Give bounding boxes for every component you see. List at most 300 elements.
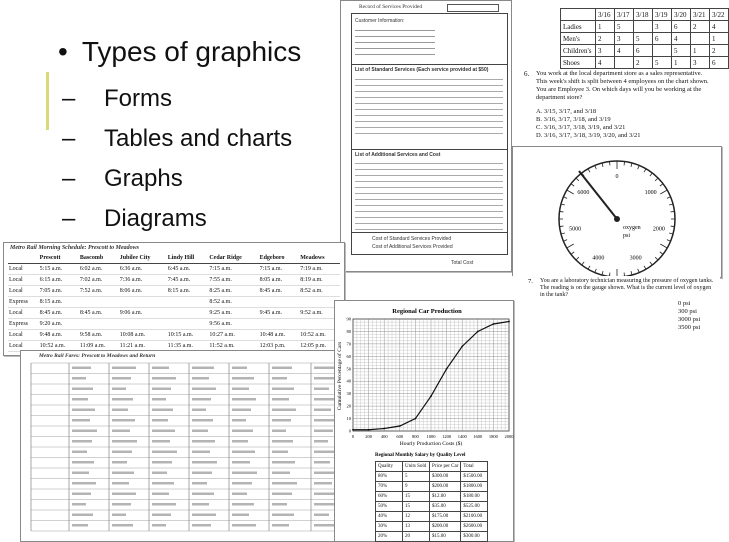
- schedule-cell: 8:52 a.m.: [208, 297, 258, 308]
- chart-y-tick-label: 80: [346, 328, 351, 334]
- fares-cell-print: [72, 409, 95, 412]
- bullet-item-graphs: – Graphs: [62, 165, 183, 192]
- schedule-cell: Express: [8, 297, 39, 308]
- fares-cell-print: [72, 503, 86, 506]
- schedule-cell: 7:15 a.m.: [259, 264, 300, 275]
- calendar-cell: 6: [634, 45, 653, 57]
- chart-x-tick-label: 1000: [426, 434, 436, 439]
- wages-cell: $525.00: [461, 502, 488, 512]
- form-divider: [352, 232, 507, 233]
- schedule-cell: 7:05 a.m.: [39, 286, 79, 297]
- schedule-cell: 6:45 a.m.: [167, 264, 209, 275]
- chart-y-label: Cumulative Percentage of Cars: [337, 341, 343, 411]
- q7-option[interactable]: 3500 psi: [678, 324, 701, 331]
- calendar-cell: 2: [634, 57, 653, 69]
- schedule-cell: 9:56 a.m.: [208, 319, 258, 330]
- fares-cell-print: [112, 503, 131, 506]
- calendar-option-d[interactable]: D. 3/16, 3/17, 3/18, 3/19, 3/20, and 3/21: [536, 132, 641, 139]
- schedule-cell: 8:45 a.m.: [39, 308, 79, 319]
- calendar-row: [561, 45, 729, 57]
- fares-cell-print: [272, 388, 294, 391]
- fares-cell-print: [112, 430, 130, 433]
- fares-cell-print: [272, 377, 287, 380]
- calendar-header-cell: 3/19: [653, 9, 672, 21]
- schedule-header-row: [8, 253, 340, 264]
- fares-document: [20, 350, 350, 542]
- fares-cell-print: [272, 398, 289, 401]
- fares-cell-print: [152, 514, 171, 517]
- schedule-cell: 6:02 a.m.: [79, 264, 119, 275]
- gauge-tick-label: 5000: [569, 226, 582, 233]
- schedule-cell: 6:15 a.m.: [39, 275, 79, 286]
- schedule-title: Metro Rail Morning Schedule: Prescott to Meadows: [10, 245, 140, 251]
- fares-cell-print: [314, 461, 330, 464]
- wages-header-cell: Total: [461, 462, 488, 472]
- chart-y-tick-label: 40: [346, 378, 351, 384]
- calendar-cell: 5: [672, 45, 691, 57]
- chart-y-tick-label: 20: [346, 403, 351, 409]
- fares-cell-print: [232, 409, 251, 412]
- fares-cell-print: [232, 388, 249, 391]
- fares-cell-print: [272, 493, 292, 496]
- wages-cell: 12: [403, 512, 430, 522]
- chart-x-tick-label: 1400: [457, 434, 467, 439]
- wages-cell: $1800.00: [461, 482, 488, 492]
- calendar-option-c[interactable]: C. 3/16, 3/17, 3/18, 3/19, and 3/21: [536, 124, 626, 131]
- fares-cell-print: [192, 398, 211, 401]
- chart-title: Regional Car Production: [392, 308, 462, 315]
- schedule-cell: 8:15 a.m.: [39, 297, 79, 308]
- wages-header-cell: Units Sold: [403, 462, 430, 472]
- wages-cell: $15.00: [430, 532, 461, 542]
- fares-cell-print: [314, 409, 331, 412]
- gauge-tick-label: 0: [615, 174, 619, 180]
- calendar-header-cell: 3/20: [672, 9, 691, 21]
- schedule-header-cell: [8, 253, 39, 264]
- q7-option[interactable]: 300 psi: [678, 308, 697, 315]
- wages-row: [376, 492, 488, 502]
- calendar-header-cell: 3/22: [710, 9, 729, 21]
- calendar-cell: 1: [596, 21, 615, 33]
- wages-cell: $1500.00: [461, 472, 488, 482]
- schedule-cell: 9:52 a.m.: [299, 308, 340, 319]
- wages-cell: $180.00: [461, 492, 488, 502]
- gauge-hub: [614, 216, 620, 222]
- schedule-row: [8, 264, 340, 275]
- calendar-cell: Men's: [561, 33, 596, 45]
- schedule-cell: 8:06 a.m.: [119, 286, 167, 297]
- calendar-cell: [691, 33, 710, 45]
- calendar-cell: 1: [691, 45, 710, 57]
- chart-point: [493, 323, 495, 325]
- chart-y-tick-label: 30: [346, 391, 351, 397]
- fares-cell-print: [192, 409, 206, 412]
- schedule-cell: 7:45 a.m.: [167, 275, 209, 286]
- schedule-cell: Local: [8, 308, 39, 319]
- schedule-cell: [119, 319, 167, 330]
- chart-x-label: Hourly Production Costs ($): [399, 441, 463, 447]
- form-additional-lines: [355, 158, 503, 228]
- schedule-table: [8, 253, 340, 352]
- calendar-cell: 4: [710, 21, 729, 33]
- schedule-row: [8, 297, 340, 308]
- bullet-dot: •: [58, 36, 68, 67]
- slide-title: [58, 36, 301, 68]
- calendar-header-cell: [561, 9, 596, 21]
- calendar-cell: 3: [691, 57, 710, 69]
- schedule-cell: 9:58 a.m.: [79, 330, 119, 341]
- schedule-cell: 8:19 a.m.: [299, 275, 340, 286]
- wages-title: Regional Monthly Salary by Quality Level: [375, 453, 466, 458]
- calendar-cell: Ladies: [561, 21, 596, 33]
- wages-row: [376, 532, 488, 542]
- schedule-cell: 6:36 a.m.: [119, 264, 167, 275]
- chart-point: [368, 429, 370, 431]
- schedule-header-cell: Jubilee City: [119, 253, 167, 264]
- fares-cell-print: [232, 398, 256, 401]
- fares-cell-print: [232, 514, 249, 517]
- fares-cell-print: [314, 514, 329, 517]
- schedule-header-cell: Prescott: [39, 253, 79, 264]
- fares-cell-print: [232, 367, 247, 370]
- chart-y-tick-label: 60: [346, 353, 351, 359]
- fares-cell-print: [272, 451, 288, 454]
- fares-cell-print: [72, 419, 90, 422]
- fares-cell-print: [314, 524, 336, 527]
- schedule-cell: [259, 297, 300, 308]
- fares-cell-print: [314, 440, 328, 443]
- schedule-cell: 12:03 p.m.: [259, 341, 300, 352]
- chart-x-tick-label: 0: [351, 434, 355, 439]
- gauge-tick: [671, 211, 675, 212]
- schedule-cell: 10:27 a.m.: [208, 330, 258, 341]
- fares-cell-print: [152, 430, 175, 433]
- chart-point: [508, 321, 510, 323]
- schedule-header-cell: Meadows: [299, 253, 340, 264]
- wages-cell: 13: [403, 522, 430, 532]
- wages-row: [376, 502, 488, 512]
- schedule-cell: 10:52 a.m.: [39, 341, 79, 352]
- q7-option[interactable]: 3000 psi: [678, 316, 701, 323]
- schedule-cell: 9:45 a.m.: [259, 308, 300, 319]
- wages-cell: 40%: [376, 512, 403, 522]
- gauge-tick: [624, 161, 625, 165]
- schedule-cell: [167, 319, 209, 330]
- chart-point: [430, 395, 432, 397]
- schedule-cell: 7:55 a.m.: [208, 275, 258, 286]
- calendar-row: [561, 33, 729, 45]
- fares-cell-print: [72, 524, 88, 527]
- chart-point: [415, 418, 417, 420]
- calendar-cell: 5: [615, 21, 634, 33]
- schedule-cell: [167, 297, 209, 308]
- form-number-box: [447, 4, 499, 12]
- fares-cell-print: [232, 524, 256, 527]
- fares-cell-print: [232, 430, 253, 433]
- fares-cell-print: [112, 440, 137, 443]
- calendar-cell: 2: [596, 33, 615, 45]
- schedule-cell: 10:15 a.m.: [167, 330, 209, 341]
- wages-cell: 70%: [376, 482, 403, 492]
- fares-cell-print: [232, 482, 252, 485]
- q7-document: [512, 276, 720, 356]
- schedule-cell: [119, 297, 167, 308]
- fares-cell-print: [232, 472, 257, 475]
- gauge-document: [512, 146, 722, 278]
- fares-cell-print: [272, 472, 290, 475]
- schedule-cell: Local: [8, 286, 39, 297]
- fares-cell-print: [72, 451, 87, 454]
- calendar-cell: 6: [653, 33, 672, 45]
- fares-cell-print: [72, 398, 88, 401]
- bullet-item-label: Diagrams: [104, 205, 207, 232]
- schedule-cell: Local: [8, 275, 39, 286]
- schedule-cell: Local: [8, 264, 39, 275]
- chart-x-tick-label: 1800: [488, 434, 498, 439]
- bullet-item-label: Tables and charts: [104, 125, 293, 152]
- schedule-header-cell: Cedar Ridge: [208, 253, 258, 264]
- schedule-row: [8, 308, 340, 319]
- fares-cell-print: [192, 461, 217, 464]
- schedule-cell: 9:48 a.m.: [39, 330, 79, 341]
- fares-cell-print: [152, 493, 169, 496]
- calendar-cell: 6: [672, 21, 691, 33]
- fares-cell-print: [112, 472, 134, 475]
- calendar-cell: 5: [653, 57, 672, 69]
- calendar-option-b[interactable]: B. 3/16, 3/17, 3/18, and 3/19: [536, 116, 611, 123]
- fares-cell-print: [232, 419, 246, 422]
- gauge-svg: [513, 147, 721, 277]
- chart-x-tick-label: 800: [412, 434, 419, 439]
- calendar-question-number: 6.: [524, 70, 530, 78]
- fares-cell-print: [152, 377, 176, 380]
- fares-cell-print: [112, 398, 133, 401]
- calendar-row: [561, 57, 729, 69]
- gauge-tick-label: 4000: [592, 255, 605, 262]
- fares-cell-print: [192, 430, 208, 433]
- gauge-tick-label: 1000: [644, 190, 657, 197]
- calendar-cell: [634, 21, 653, 33]
- fares-cell-print: [192, 472, 212, 475]
- chart-point: [383, 428, 385, 430]
- calendar-header-cell: 3/21: [691, 9, 710, 21]
- schedule-cell: 10:52 a.m.: [299, 330, 340, 341]
- schedule-cell: 11:09 a.m.: [79, 341, 119, 352]
- fares-cell-print: [192, 440, 215, 443]
- wages-cell: 60%: [376, 492, 403, 502]
- form-total-label: Total Cost: [451, 260, 474, 266]
- fares-cell-print: [192, 367, 214, 370]
- chart-point: [446, 368, 448, 370]
- schedule-cell: 8:52 a.m.: [299, 286, 340, 297]
- wages-cell: 5: [403, 472, 430, 482]
- calendar-option-a[interactable]: A. 3/15, 3/17, and 3/18: [536, 108, 597, 115]
- fares-cell-print: [232, 461, 250, 464]
- fares-cell-print: [112, 482, 129, 485]
- fares-cell-print: [232, 493, 247, 496]
- fares-cell-print: [272, 440, 293, 443]
- fares-cell-print: [192, 493, 214, 496]
- calendar-cell: 2: [691, 21, 710, 33]
- fares-cell-print: [192, 451, 210, 454]
- chart-x-tick-label: 600: [396, 434, 404, 439]
- schedule-document: [3, 242, 345, 356]
- fares-cell-print: [314, 482, 332, 485]
- accent-bar: [46, 72, 49, 130]
- calendar-cell: 4: [596, 57, 615, 69]
- fares-cell-print: [152, 440, 170, 443]
- calendar-options: [536, 108, 641, 140]
- fares-cell-print: [152, 409, 173, 412]
- calendar-cell: Children's: [561, 45, 596, 57]
- schedule-cell: 8:15 a.m.: [167, 286, 209, 297]
- form-customer-label: Customer Information:: [355, 18, 405, 24]
- chart-y-tick-label: 90: [346, 316, 351, 322]
- fares-cell-print: [314, 430, 333, 433]
- calendar-question: You work at the local department store as a sales representative. This week's shift is split between 4 employees on the chart shown. You are Employee 3. On which days will you be working at the department store?: [536, 70, 709, 101]
- wages-row: [376, 512, 488, 522]
- wages-cell: $300.00: [461, 532, 488, 542]
- chart-point: [461, 345, 463, 347]
- fares-cell-print: [192, 514, 216, 517]
- schedule-cell: Express: [8, 319, 39, 330]
- fares-grid: [31, 361, 341, 533]
- gauge-tick: [609, 161, 610, 165]
- fares-cell-print: [72, 472, 89, 475]
- chart-x-tick-label: 400: [380, 434, 388, 439]
- schedule-cell: 11:35 a.m.: [167, 341, 209, 352]
- calendar-cell: 4: [615, 45, 634, 57]
- q7-options: [678, 300, 700, 332]
- chart-y-tick-label: 0: [348, 428, 351, 434]
- wages-cell: 15: [403, 502, 430, 512]
- fares-cell-print: [152, 482, 174, 485]
- wages-cell: 50%: [376, 502, 403, 512]
- fares-cell-print: [192, 419, 213, 422]
- calendar-cell: 2: [710, 45, 729, 57]
- gauge-tick: [559, 226, 563, 227]
- chart-x-tick-label: 200: [365, 434, 372, 439]
- calendar-row: [561, 21, 729, 33]
- schedule-cell: 7:52 a.m.: [79, 286, 119, 297]
- wages-cell: $200.00: [430, 482, 461, 492]
- form-header: Record of Services Provided: [359, 4, 423, 10]
- schedule-cell: 8:45 a.m.: [259, 286, 300, 297]
- chart-y-tick-label: 10: [346, 416, 351, 422]
- fares-cell-print: [272, 419, 291, 422]
- schedule-cell: 7:15 a.m.: [208, 264, 258, 275]
- schedule-cell: 10:08 a.m.: [119, 330, 167, 341]
- wages-cell: $2100.00: [461, 512, 488, 522]
- fares-cell-print: [314, 388, 329, 391]
- fares-cell-print: [72, 367, 91, 370]
- calendar-table: [560, 8, 729, 69]
- schedule-cell: 9:06 a.m.: [119, 308, 167, 319]
- wages-row: [376, 482, 488, 492]
- calendar-header-cell: 3/16: [596, 9, 615, 21]
- fares-cell-print: [112, 524, 133, 527]
- fares-cell-print: [72, 388, 93, 391]
- gauge-center-unit: psi: [623, 233, 631, 239]
- fares-cell-print: [152, 461, 172, 464]
- bullet-item-diagrams: – Diagrams: [62, 205, 207, 232]
- fares-cell-print: [72, 514, 93, 517]
- chart-point: [352, 429, 354, 431]
- calendar-cell: Shoes: [561, 57, 596, 69]
- wages-row: [376, 472, 488, 482]
- fares-cell-print: [192, 388, 216, 391]
- fares-cell-print: [112, 461, 127, 464]
- fares-cell-print: [272, 409, 296, 412]
- fares-cell-print: [152, 398, 166, 401]
- fares-cell-print: [72, 377, 86, 380]
- fares-cell-print: [272, 503, 287, 506]
- fares-cell-print: [192, 524, 211, 527]
- fares-cell-print: [112, 377, 131, 380]
- schedule-cell: [167, 308, 209, 319]
- wages-header-cell: Price per Car: [430, 462, 461, 472]
- q7-text: You are a laboratory technician measuring the pressure of oxygen tanks. The reading is on the gauge shown. What is the current level of oxygen in the tank?: [540, 278, 714, 298]
- gauge-tick-label: 3000: [629, 255, 642, 262]
- calendar-cell: 3: [615, 33, 634, 45]
- gauge-tick: [559, 211, 563, 212]
- form-customer-lines: [355, 25, 435, 59]
- schedule-cell: 7:19 a.m.: [299, 264, 340, 275]
- chart-y-tick-label: 50: [346, 366, 351, 372]
- wages-cell: 15: [403, 492, 430, 502]
- schedule-cell: 10:48 a.m.: [259, 330, 300, 341]
- fares-cell-print: [314, 503, 334, 506]
- fares-cell-print: [72, 461, 94, 464]
- fares-cell-print: [112, 493, 136, 496]
- wages-cell: $300.00: [430, 472, 461, 482]
- schedule-row: [8, 286, 340, 297]
- schedule-cell: Local: [8, 330, 39, 341]
- calendar-cell: [615, 57, 634, 69]
- fares-cell-print: [112, 367, 136, 370]
- fares-title: Metro Rail Fares: Prescott to Meadows and Return: [39, 353, 156, 359]
- wages-cell: 20%: [376, 532, 403, 542]
- schedule-header-cell: Lindy Hill: [167, 253, 209, 264]
- fares-cell-print: [152, 524, 166, 527]
- schedule-cell: 5:15 a.m.: [39, 264, 79, 275]
- schedule-cell: Local: [8, 341, 39, 352]
- fares-cell-print: [152, 367, 169, 370]
- fares-cell-print: [72, 482, 96, 485]
- fares-cell-print: [232, 440, 248, 443]
- gauge-center-label: oxygen: [623, 225, 641, 231]
- q7-option[interactable]: 0 psi: [678, 300, 691, 307]
- schedule-cell: 11:52 a.m.: [208, 341, 258, 352]
- chart-point: [477, 331, 479, 333]
- schedule-cell: 7:36 a.m.: [119, 275, 167, 286]
- schedule-cell: 11:21 a.m.: [119, 341, 167, 352]
- calendar-cell: 3: [653, 21, 672, 33]
- calendar-cell: 1: [710, 33, 729, 45]
- calendar-header-row: [561, 9, 729, 21]
- calendar-cell: 4: [672, 33, 691, 45]
- calendar-document: [512, 0, 725, 150]
- bullet-item-label: Graphs: [104, 165, 183, 192]
- form-frame: [351, 13, 508, 255]
- fares-cell-print: [72, 430, 97, 433]
- chart-y-tick-label: 70: [346, 341, 351, 347]
- fares-cell-print: [314, 377, 334, 380]
- schedule-row: [8, 330, 340, 341]
- wages-cell: $12.00: [430, 492, 461, 502]
- fares-cell-print: [112, 419, 135, 422]
- fares-cell-print: [152, 419, 168, 422]
